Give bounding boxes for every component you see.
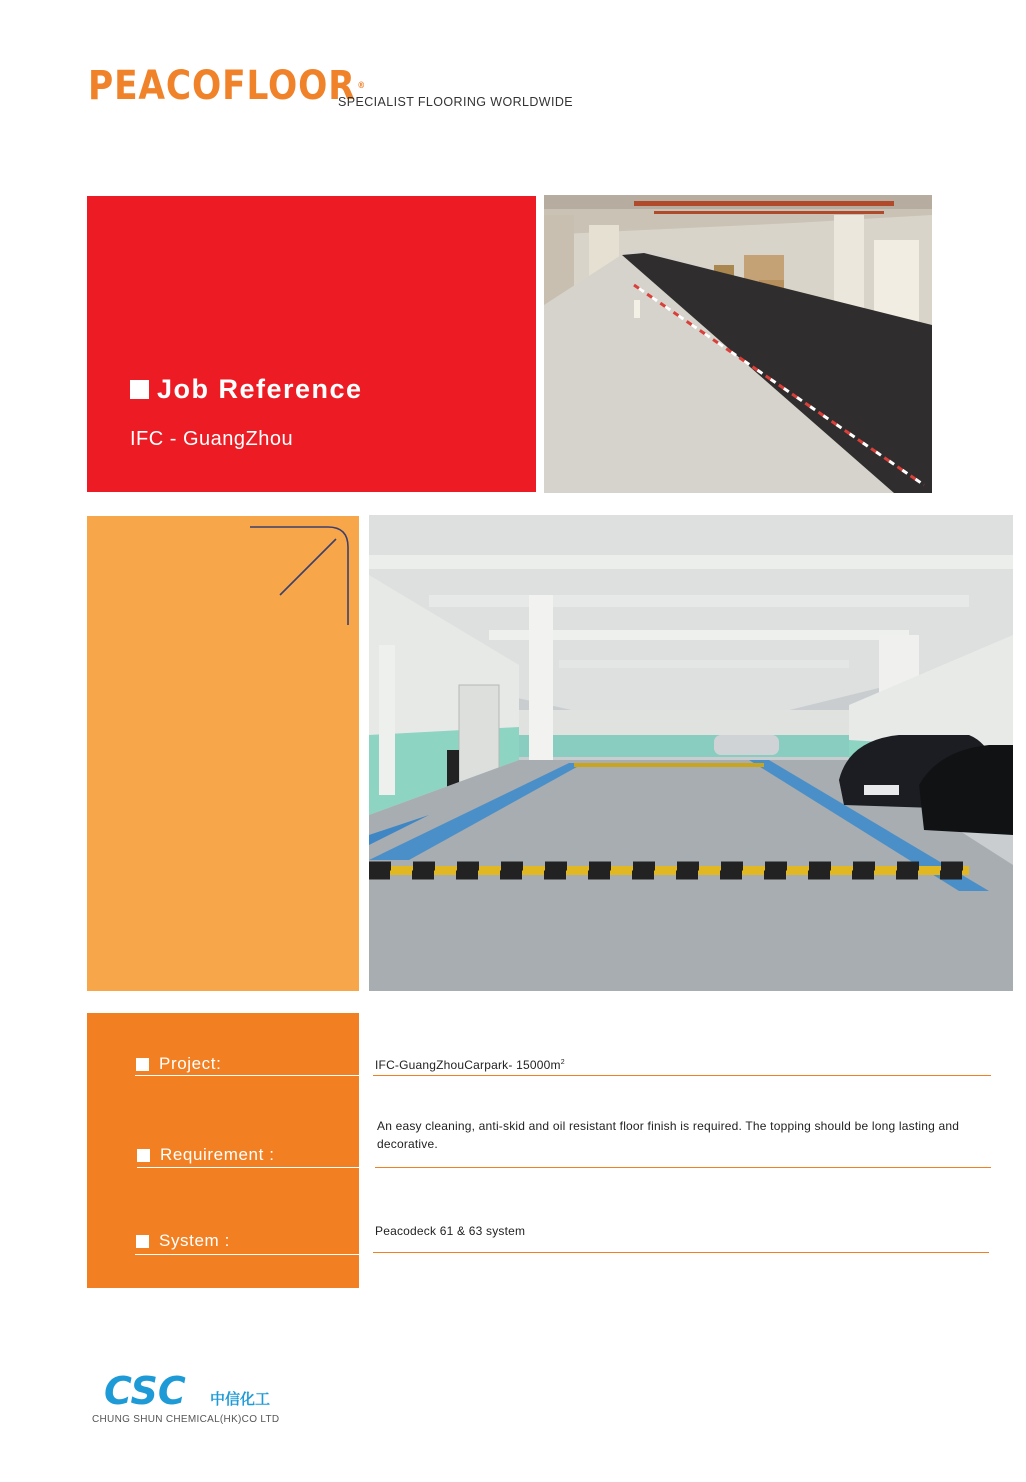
svg-text:中信化工: 中信化工 <box>210 1390 271 1408</box>
requirement-label: Requirement : <box>137 1145 275 1165</box>
system-label: System : <box>136 1231 230 1251</box>
divider <box>375 1167 991 1168</box>
bullet-square-icon <box>136 1235 149 1248</box>
job-location: IFC - GuangZhou <box>130 428 294 450</box>
divider <box>373 1075 991 1076</box>
bullet-square-icon <box>137 1149 150 1162</box>
bullet-square-icon <box>130 380 149 399</box>
divider <box>135 1075 359 1076</box>
brand-logo: PEACOFLOOR ® <box>88 63 366 109</box>
csc-logo <box>104 1370 284 1412</box>
project-value: IFC-GuangZhouCarpark- $15000m^2$ <box>375 1058 565 1072</box>
project-label: Project: <box>136 1054 221 1074</box>
arrow-decoration-icon <box>250 525 360 629</box>
divider <box>137 1167 359 1168</box>
divider <box>135 1254 359 1255</box>
construction-ramp-photo <box>544 195 932 493</box>
divider <box>373 1252 989 1253</box>
system-value: Peacodeck 61 & 63 system <box>375 1224 526 1238</box>
finished-carpark-photo <box>369 515 1013 991</box>
svg-text:CSC: CSC <box>104 1370 186 1412</box>
job-reference-title: Job Reference <box>130 374 363 405</box>
bullet-square-icon <box>136 1058 149 1071</box>
brand-tagline: SPECIALIST FLOORING WORLDWIDE <box>338 95 574 109</box>
requirement-value: An easy cleaning, anti-skid and oil resistant floor finish is required. The topping should be long lasting and decorative. <box>377 1119 960 1151</box>
company-name: CHUNG SHUN CHEMICAL(HK)CO LTD <box>92 1414 280 1425</box>
